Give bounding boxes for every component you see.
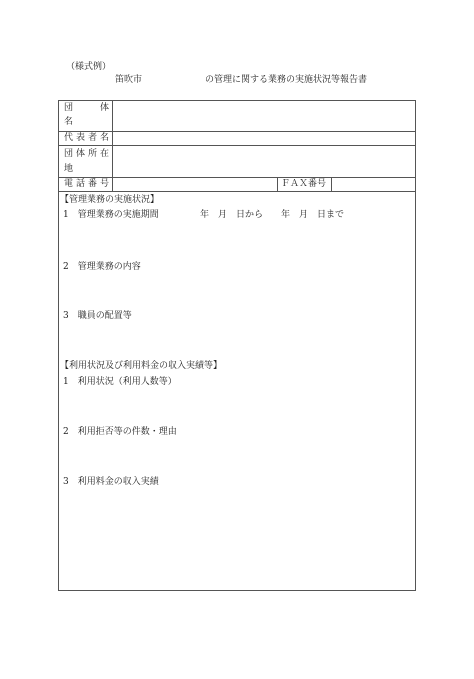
address-label-line2: 地 (64, 164, 74, 174)
usage-status-label: 1 利用状況（利用人数等） (63, 377, 177, 387)
fax-label-divider (331, 177, 332, 191)
city-name: 笛吹市 (115, 75, 143, 85)
organization-label-line2: 名 (64, 117, 74, 127)
representative-label: 代表者名 (64, 133, 113, 143)
usage-heading: 【利用状況及び利用料金の収入実績等】 (60, 361, 223, 371)
fax-label: ＦＡＸ番号 (281, 179, 327, 189)
report-title: の管理に関する業務の実施状況等報告書 (205, 75, 368, 85)
management-heading: 【管理業務の実施状況】 (60, 195, 160, 205)
address-label-line1: 団体所在 (64, 149, 113, 159)
form-example-label: （様式例） (66, 62, 112, 72)
management-content-label: 2 管理業務の内容 (63, 262, 141, 272)
staff-assignment-label: 3 職員の配置等 (63, 311, 132, 321)
management-period-label: 1 管理業務の実施期間 (63, 210, 159, 220)
label-column-divider (112, 100, 113, 191)
phone-label: 電話番号 (64, 179, 113, 189)
row-divider-phone (58, 191, 416, 192)
organization-label-line1: 団 体 (64, 103, 113, 113)
fee-income-label: 3 利用料金の収入実績 (63, 477, 159, 487)
management-period-dates: 年 月 日から 年 月 日まで (200, 210, 345, 220)
usage-refusal-label: 2 利用拒否等の件数・理由 (63, 427, 177, 437)
phone-value-divider (277, 177, 278, 191)
